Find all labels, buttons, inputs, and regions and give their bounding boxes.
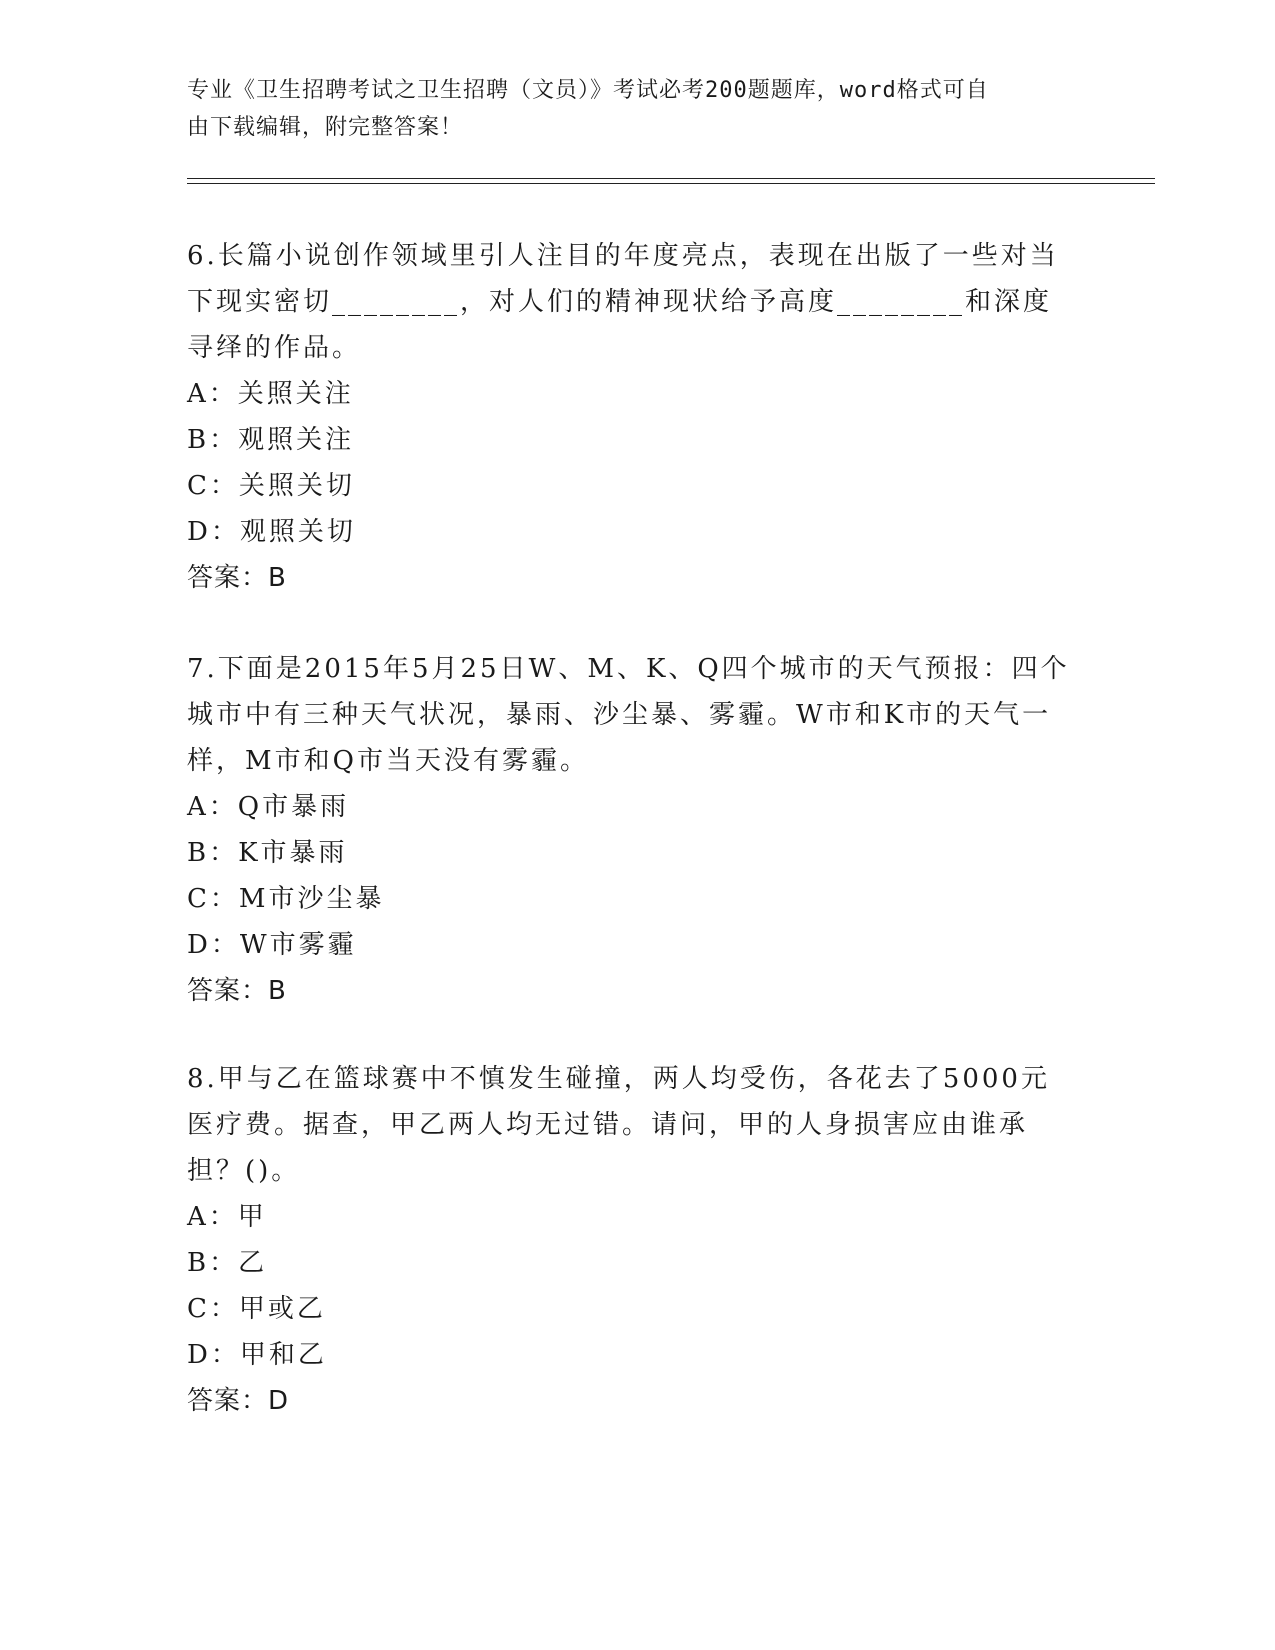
option-c: C：关照关切 (187, 471, 355, 501)
answer-line: 答案：B (187, 563, 287, 593)
header-line-1: 专业《卫生招聘考试之卫生招聘（文员）》考试必考200题题库，word格式可自 (187, 78, 989, 103)
question-text: 8.甲与乙在篮球赛中不慎发生碰撞，两人均受伤，各花去了5000元医疗费。据查，甲乙两人均无过错。请问，甲的人身损害应由谁承担？()。 (187, 1064, 1050, 1186)
question-text: 7.下面是2015年5月25日W、M、K、Q四个城市的天气预报：四个城市中有三种天气状况，暴雨、沙尘暴、雾霾。W市和K市的天气一样，M市和Q市当天没有雾霾。 (187, 654, 1070, 776)
header-line-2: 由下载编辑，附完整答案！ (187, 115, 464, 140)
option-b: B：K市暴雨 (187, 838, 348, 868)
option-d: D：W市雾霾 (187, 930, 357, 960)
header-divider-bottom (187, 183, 1155, 184)
question-text: 6.长篇小说创作领域里引人注目的年度亮点，表现在出版了一些对当下现实密切________，对人们的精神现状给予高度________和深度寻绎的作品。 (187, 241, 1059, 363)
answer-line: 答案：D (187, 1386, 290, 1416)
option-d: D：甲和乙 (187, 1340, 327, 1370)
option-b: B：乙 (187, 1248, 268, 1278)
option-b: B：观照关注 (187, 425, 355, 455)
question-block (187, 1056, 1077, 1424)
answer-line: 答案：B (187, 976, 287, 1006)
question-block (187, 646, 1077, 1014)
option-c: C：M市沙尘暴 (187, 884, 385, 914)
option-a: A：甲 (187, 1202, 267, 1232)
option-d: D：观照关切 (187, 517, 356, 547)
question-block (187, 233, 1077, 601)
option-a: A：Q市暴雨 (187, 792, 350, 822)
document-header (187, 72, 1067, 146)
option-c: C：甲或乙 (187, 1294, 326, 1324)
option-a: A：关照关注 (187, 379, 354, 409)
header-divider-top (187, 178, 1155, 179)
